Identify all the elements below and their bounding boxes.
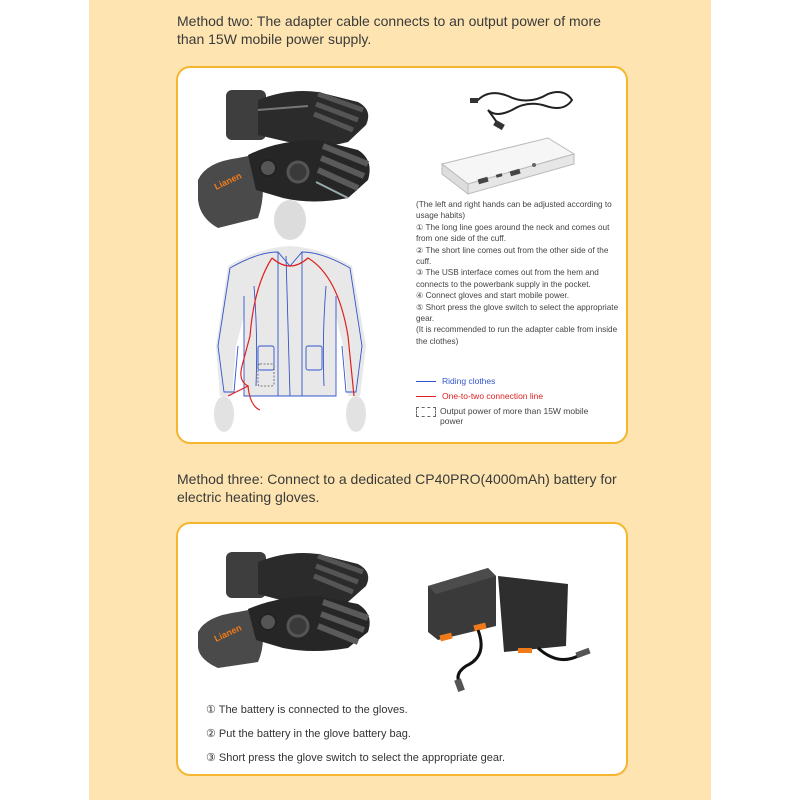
note-item: ② The short line comes out from the other side of the cuff. (416, 245, 609, 267)
blue-line-swatch (416, 381, 436, 382)
note-item: (The left and right hands can be adjusted according to usage habits) (416, 200, 612, 221)
person-silhouette (216, 246, 366, 396)
legend-label: Riding clothes (442, 376, 496, 386)
right-hand (346, 396, 366, 432)
legend-label: Output power of more than 15W mobile power (440, 406, 589, 426)
page (89, 0, 711, 800)
method-two-notes (416, 199, 621, 347)
power-bank-image (438, 134, 578, 204)
note-item: ① The long line goes around the neck and comes out from one side of the cuff. (416, 222, 610, 244)
step-item: ② Put the battery in the glove battery bag. (206, 728, 411, 740)
heated-gloves-image (198, 544, 378, 669)
person-head (274, 200, 306, 240)
cp40pro-battery-image (418, 556, 598, 696)
method-three-heading: Method three: Connect to a dedicated CP40PRO(4000mAh) battery for electric heating gloves. (177, 471, 617, 505)
glove-brand-label: Lianen (212, 622, 244, 644)
step-item: ③ Short press the glove switch to select the appropriate gear. (206, 752, 506, 764)
method-three-card (176, 522, 628, 776)
dashed-box-swatch (416, 407, 436, 417)
usb-cable-image (468, 82, 578, 132)
red-line-swatch (416, 396, 436, 397)
diagram-legend (416, 376, 621, 431)
legend-power-supply (416, 406, 621, 426)
step-item: ① The battery is connected to the gloves. (206, 704, 408, 716)
legend-label: One-to-two connection line (442, 391, 544, 401)
battery-cable (458, 630, 481, 684)
left-hand (214, 396, 234, 432)
note-item: ③ The USB interface comes out from the hem and connects to the powerbank supply in the pocket. (416, 268, 599, 289)
note-item: ④ Connect gloves and start mobile power. (416, 291, 569, 301)
note-item: (It is recommended to run the adapter cable from inside the clothes) (416, 325, 618, 346)
riding-clothes-diagram (198, 196, 378, 436)
method-two-heading: Method two: The adapter cable connects to an output power of more than 15W mobile power supply. (177, 13, 601, 47)
back-battery (498, 576, 568, 652)
glove-brand-label: Lianen (212, 170, 244, 192)
back-glove (226, 90, 368, 146)
method-two-card (176, 66, 628, 444)
legend-connection-line (416, 391, 621, 401)
note-item: ⑤ Short press the glove switch to select the appropriate gear. (416, 302, 619, 324)
legend-riding-clothes (416, 376, 621, 386)
method-three-steps (206, 698, 505, 770)
